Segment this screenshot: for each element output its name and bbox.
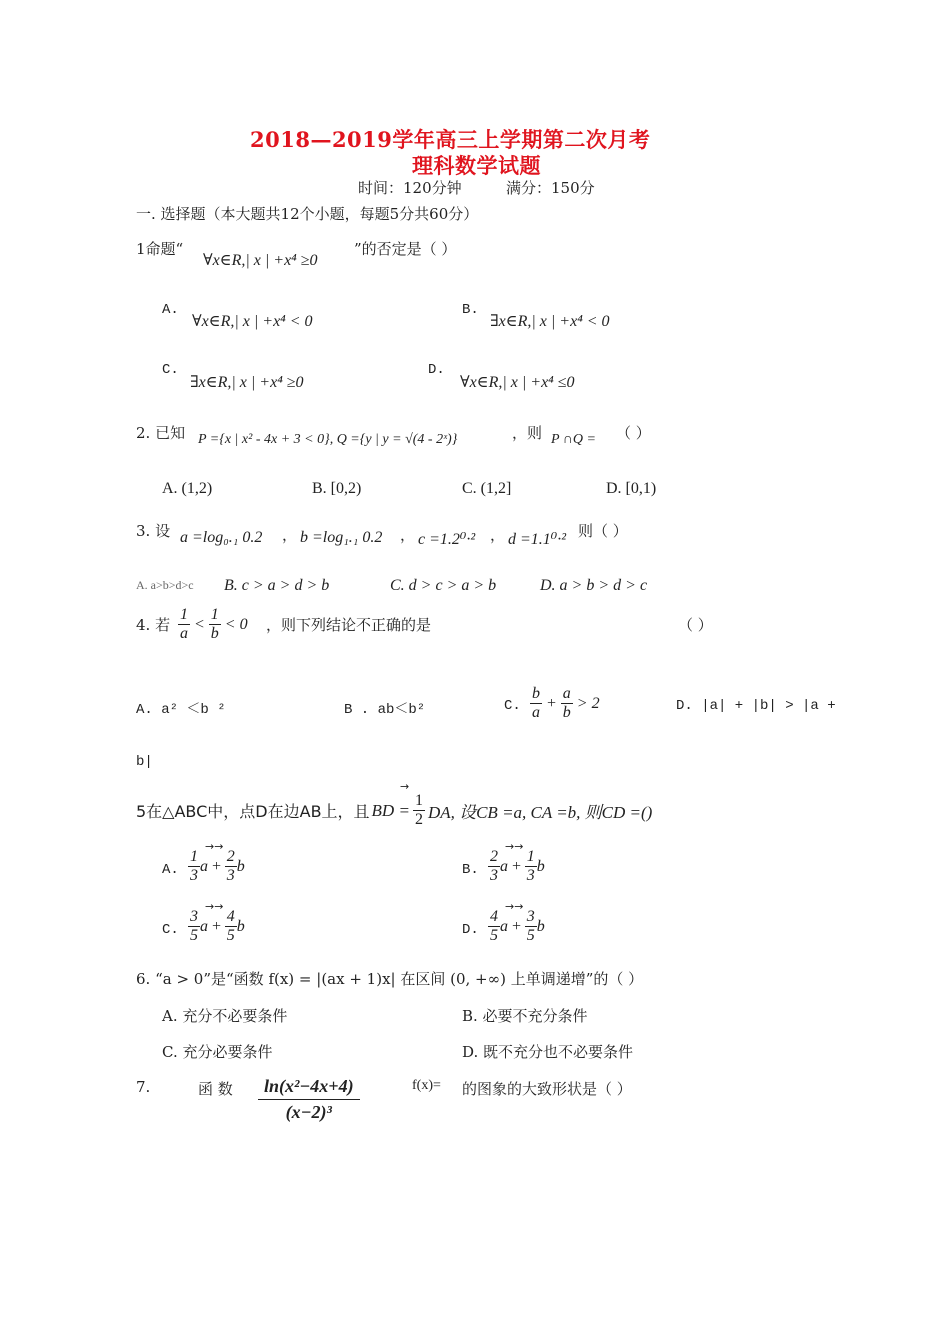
q4c-frac1-num: b	[530, 685, 542, 704]
q5c-f1-num: 3	[188, 908, 200, 927]
q4c-frac2-num: a	[561, 685, 573, 704]
exam-time: 时间：120分钟	[358, 179, 462, 197]
q5c-arrows: →→	[205, 900, 224, 913]
q5-half	[413, 792, 425, 830]
q4c-frac2-den: b	[562, 704, 571, 722]
q3-sep-3: ，	[490, 526, 506, 544]
q4c-frac-b-over-a	[530, 685, 542, 723]
q2-option-b[interactable]: B. [0,2)	[312, 480, 362, 497]
q5-option-d-label: D.	[462, 922, 479, 938]
q1-suffix: ”的否定是（ ）	[354, 240, 457, 258]
q3-b-def: b =log₁.₁ 0.2	[300, 529, 383, 546]
q5b-f2-den: 3	[526, 867, 535, 885]
q2-sets: P ={x | x² - 4x + 3 < 0}, Q ={y | y = √(4 - 2ˣ)}	[198, 432, 458, 447]
q4c-tail: > 2	[576, 694, 600, 712]
q5b-vb: b	[536, 857, 545, 875]
q5-half-num: 1	[413, 792, 425, 811]
section-heading: 一. 选择题（本大题共12个小题，每题5分共60分）	[136, 205, 479, 223]
q5c-f2-num: 4	[225, 908, 237, 927]
q5c-plus: +	[211, 917, 222, 935]
q7-function-fraction	[258, 1076, 360, 1123]
q3-sep-2: ，	[400, 526, 416, 544]
q5a-f2-num: 2	[225, 848, 237, 867]
q5d-f1-den: 5	[490, 927, 498, 945]
exam-title-line2: 理科数学试题	[412, 153, 541, 178]
q4-option-c-label: C.	[504, 698, 521, 714]
q4-paren: （ ）	[678, 616, 713, 634]
q1-option-b[interactable]: ∃x∈R,| x | +x⁴ < 0	[490, 313, 610, 330]
q4-option-b[interactable]: B . ab＜b²	[344, 702, 426, 718]
q5d-frac1	[488, 908, 500, 946]
q4-condition	[178, 606, 248, 644]
q4c-frac-a-over-b	[561, 685, 573, 723]
q3-d-def: d =1.1⁰·²	[508, 531, 567, 548]
q5-option-a[interactable]	[188, 848, 245, 886]
q5a-frac2	[225, 848, 237, 886]
q1-option-d-label: D.	[428, 362, 445, 378]
q3-option-b[interactable]: B. c > a > d > b	[224, 577, 330, 594]
q3-option-a[interactable]: A. a>b>d>c	[136, 578, 194, 592]
q5d-f2-den: 5	[526, 927, 535, 945]
q7-fx: f(x)=	[412, 1078, 441, 1093]
q5a-vb: b	[236, 857, 245, 875]
q7-numerator: ln(x²−4x+4)	[258, 1076, 360, 1100]
q6-option-c[interactable]: C. 充分必要条件	[162, 1043, 273, 1061]
q5b-f1-den: 3	[490, 867, 498, 885]
q5-half-den: 2	[414, 811, 423, 829]
q5a-f1-den: 3	[190, 867, 198, 885]
q6-option-d[interactable]: D. 既不充分也不必要条件	[462, 1043, 634, 1061]
q6-option-b[interactable]: B. 必要不充分条件	[462, 1007, 588, 1025]
q2-expression: P ∩Q =	[551, 432, 596, 447]
q5a-va: a	[200, 857, 208, 875]
q5c-va: a	[200, 917, 208, 935]
exam-title-line1: 2018—2019学年高三上学期第二次月考	[250, 127, 651, 152]
q5-option-b-label: B.	[462, 862, 479, 878]
q5d-vb: b	[536, 917, 545, 935]
q3-option-c[interactable]: C. d > c > a > b	[390, 577, 497, 594]
q2-option-a[interactable]: A. (1,2)	[162, 480, 213, 497]
q1-option-a-label: A.	[162, 302, 179, 318]
q5c-frac1	[188, 908, 200, 946]
q2-prefix: 2. 已知	[136, 424, 186, 442]
q7-tail: 的图象的大致形状是（ ）	[462, 1080, 632, 1098]
q4c-plus: +	[546, 694, 557, 712]
q4-frac-1-over-b	[209, 606, 221, 644]
q5a-frac1	[188, 848, 200, 886]
q3-then: 则（ ）	[578, 522, 628, 540]
q3-a-def: a =log₀.₁ 0.2	[180, 529, 263, 546]
q4-lt0: < 0	[224, 615, 248, 633]
q2-paren: （ ）	[616, 424, 651, 442]
q5-option-d[interactable]	[488, 908, 545, 946]
q5c-f2-den: 5	[226, 927, 235, 945]
q4-frac2-den: b	[210, 625, 219, 643]
q7-denominator: (x−2)³	[285, 1102, 332, 1122]
q5-option-a-label: A.	[162, 862, 179, 878]
q5c-f1-den: 5	[190, 927, 198, 945]
q4-frac2-num: 1	[209, 606, 221, 625]
q5d-f1-num: 4	[488, 908, 500, 927]
q5-prefix: 5在△ABC中，点D在边AB上，且	[136, 802, 370, 822]
q3-prefix: 3. 设	[136, 522, 171, 540]
q5b-arrows: →→	[505, 840, 524, 853]
q5b-frac1	[488, 848, 500, 886]
q5-vector-arrow: →	[400, 780, 410, 793]
q1-prefix: 1命题“	[136, 240, 184, 258]
q2-then: ，则	[512, 424, 543, 442]
q5-bd: BD =	[371, 800, 410, 820]
q5c-frac2	[225, 908, 237, 946]
q5d-f2-num: 3	[525, 908, 537, 927]
q5-option-c-label: C.	[162, 922, 179, 938]
q6-stem: 6. “a > 0”是“函数 f(x) = |(ax + 1)x| 在区间 (0, +∞) 上单调递增”的（ ）	[136, 970, 644, 988]
q5d-frac2	[525, 908, 537, 946]
q4-option-c[interactable]	[530, 685, 600, 723]
q5d-plus: +	[511, 917, 522, 935]
q5a-f2-den: 3	[226, 867, 235, 885]
q4-option-d-continued: b|	[136, 754, 153, 770]
q4-prefix: 4. 若	[136, 616, 171, 634]
q7-number: 7.	[136, 1078, 151, 1096]
q5a-arrows: →→	[205, 840, 224, 853]
q5b-f2-num: 1	[525, 848, 537, 867]
q1-option-c-label: C.	[162, 362, 179, 378]
q2-option-d[interactable]: D. [0,1)	[606, 480, 657, 497]
q5-rest: DA, 设CB =a, CA =b, 则CD =()	[427, 803, 653, 823]
q1-option-c[interactable]: ∃x∈R,| x | +x⁴ ≥0	[190, 374, 304, 391]
q5d-arrows: →→	[505, 900, 524, 913]
q4-text: ，则下列结论不正确的是	[266, 616, 432, 634]
q5b-frac2	[525, 848, 537, 886]
q4-lt: <	[194, 615, 205, 633]
q1-option-a[interactable]: ∀x∈R,| x | +x⁴ < 0	[192, 313, 313, 330]
q3-sep-1: ，	[282, 526, 298, 544]
q5b-va: a	[500, 857, 508, 875]
q5b-plus: +	[511, 857, 522, 875]
q5-option-b[interactable]	[488, 848, 545, 886]
q5a-plus: +	[211, 857, 222, 875]
q4-frac1-num: 1	[178, 606, 190, 625]
q5a-f1-num: 1	[188, 848, 200, 867]
q5c-vb: b	[236, 917, 245, 935]
q2-option-c[interactable]: C. (1,2]	[462, 480, 512, 497]
q4c-frac1-den: a	[532, 704, 540, 722]
q4-option-a[interactable]: A. a² ＜b ²	[136, 702, 226, 718]
q3-option-d[interactable]: D. a > b > d > c	[540, 577, 648, 594]
q5-stem	[136, 792, 652, 830]
q5d-va: a	[500, 917, 508, 935]
q4-frac-1-over-a	[178, 606, 190, 644]
q1-statement: ∀x∈R,| x | +x⁴ ≥0	[203, 252, 318, 269]
q7-func-word: 函 数	[198, 1080, 233, 1098]
q1-option-d[interactable]: ∀x∈R,| x | +x⁴ ≤0	[460, 374, 575, 391]
q3-c-def: c =1.2⁰·²	[418, 531, 476, 548]
q5b-f1-num: 2	[488, 848, 500, 867]
q6-option-a[interactable]: A. 充分不必要条件	[162, 1007, 288, 1025]
q4-frac1-den: a	[180, 625, 188, 643]
exam-score: 满分：150分	[506, 179, 595, 197]
q1-option-b-label: B.	[462, 302, 479, 318]
q4-option-d[interactable]: D. |a| + |b| > |a +	[676, 698, 836, 714]
q5-option-c[interactable]	[188, 908, 245, 946]
